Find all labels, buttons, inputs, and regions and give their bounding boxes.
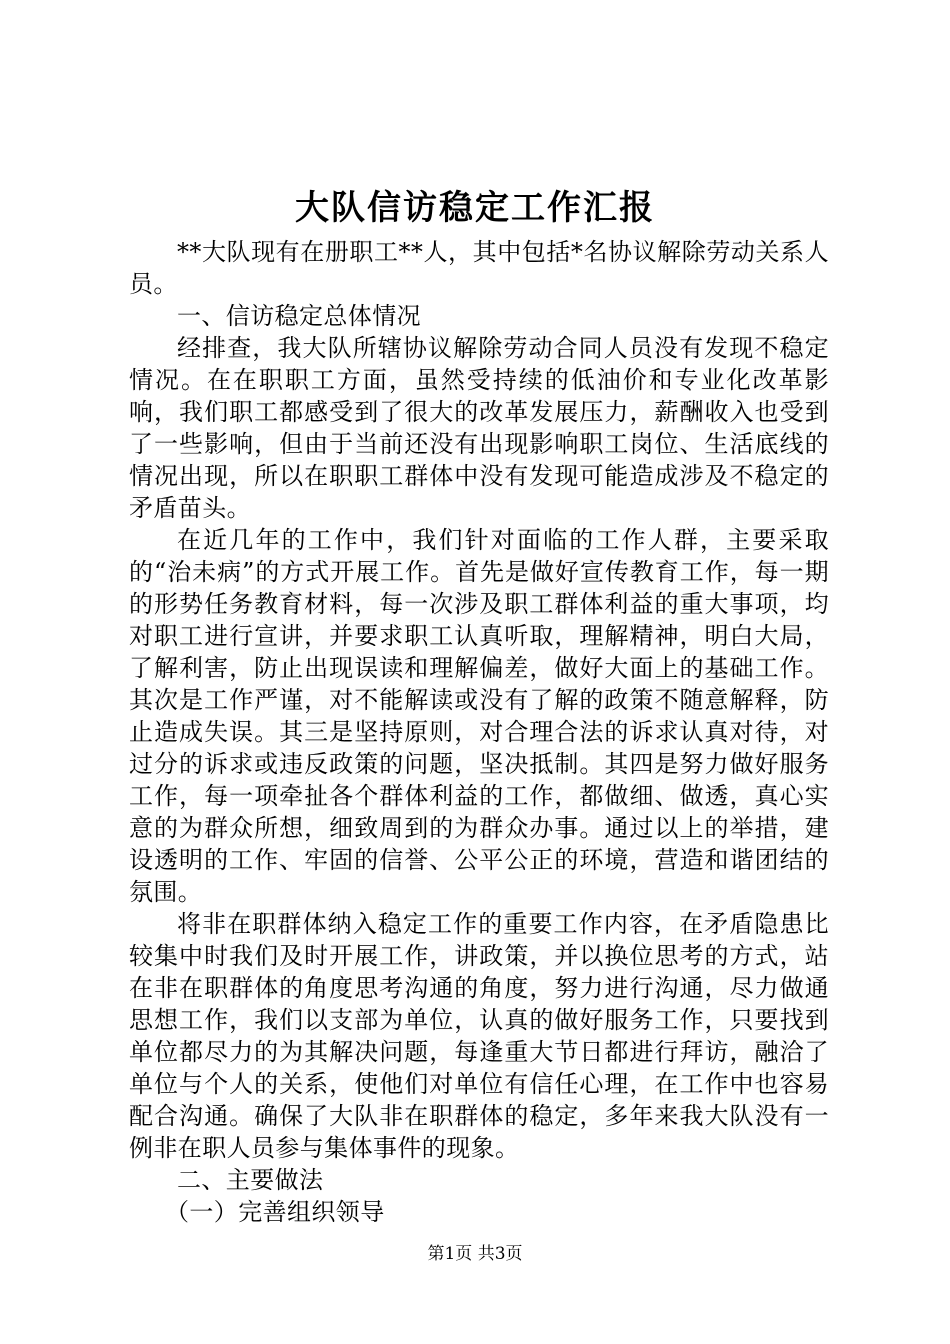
body-paragraph: 将非在职群体纳入稳定工作的重要工作内容，在矛盾隐患比较集中时我们及时开展工作，讲政策，并以换位思考的方式，站在非在职群体的角度思考沟通的角度，努力进行沟通，尽力做通思想工作，我们以支部为单位，认真的做好服务工作，只要找到单位都尽力的为其解决问题，每逢重大节日都进行拜访，融洽了单位与个人的关系，使他们对单位有信任心理，在工作中也容易配合沟通。确保了大队非在职群体的稳定，多年来我大队没有一例非在职人员参与集体事件的现象。 xyxy=(129,910,829,1162)
body-paragraph: 经排查，我大队所辖协议解除劳动合同人员没有发现不稳定情况。在在职职工方面，虽然受持续的低油价和专业化改革影响，我们职工都感受到了很大的改革发展压力，薪酬收入也受到了一些影响，但由于当前还没有出现影响职工岗位、生活底线的情况出现，所以在职职工群体中没有发现可能造成涉及不稳定的矛盾苗头。 xyxy=(129,334,829,522)
section-heading-methods: 二、主要做法 xyxy=(177,1166,324,1194)
body-paragraph: 在近几年的工作中，我们针对面临的工作人群，主要采取的“治未病”的方式开展工作。首先是做好宣传教育工作，每一期的形势任务教育材料，每一次涉及职工群体利益的重大事项，均对职工进行宣讲，并要求职工认真听取，理解精神，明白大局，了解利害，防止出现误读和理解偏差，做好大面上的基础工作。其次是工作严谨，对不能解读或没有了解的政策不随意解释，防止造成失误。其三是坚持原则，对合理合法的诉求认真对待，对过分的诉求或违反政策的问题，坚决抵制。其四是努力做好服务工作，每一项牵扯各个群体利益的工作，都做细、做透，真心实意的为群众所想，细致周到的为群众办事。通过以上的举措，建设透明的工作、牢固的信誉、公平公正的环境，营造和谐团结的氛围。 xyxy=(129,526,829,906)
document-title: 大队信访稳定工作汇报 xyxy=(295,188,655,228)
page-footer: 第1页 共3页 xyxy=(427,1244,523,1264)
section-heading-overview: 一、信访稳定总体情况 xyxy=(177,302,421,330)
subsection-heading: （一）完善组织领导 xyxy=(165,1198,385,1226)
document-body xyxy=(129,236,829,1228)
intro-paragraph: **大队现有在册职工**人，其中包括*名协议解除劳动关系人员。 xyxy=(129,238,829,298)
